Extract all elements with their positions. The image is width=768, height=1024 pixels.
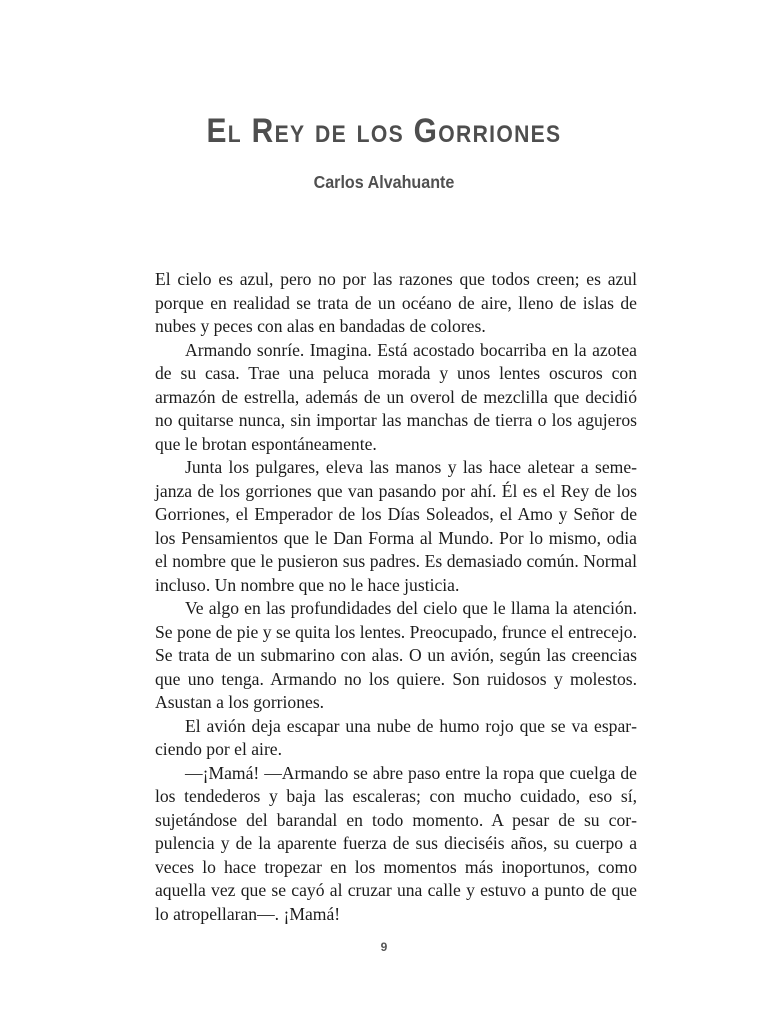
author-name: Carlos Alvahuante — [313, 172, 455, 192]
paragraph: Armando sonríe. Imagina. Está acostado bocarriba en la azotea de su casa. Trae una peluca morada y unos lentes oscuros con armazón de estrella, además de un overol de mezclilla que decidió no quitarse nunca, sin importar las manchas de tierra o los agujeros que le brotan espontáneamente. — [155, 339, 637, 454]
body-text — [155, 268, 637, 926]
chapter-title: El Rey de los Gorriones — [206, 112, 562, 150]
page-number: 9 — [380, 940, 388, 954]
paragraph: Ve algo en las profundidades del cielo que le llama la atención. Se pone de pie y se quita los lentes. Preocupado, frunce el entrecejo. Se trata de un submarino con alas. O un avión, según las creencias que uno tenga. Armando no los quiere. Son ruidosos y molestos. Asustan a los gorriones. — [155, 598, 637, 712]
paragraph: —¡Mamá! —Armando se abre paso entre la ropa que cuelga de los tendederos y baja las escaleras; con mucho cuidado, eso sí, sujetándose del barandal en todo momento. A pesar de su corpulencia y de la aparente fuerza de sus dieciséis años, su cuerpo a veces lo hace tropezar en los momentos más inoportunos, como aquella vez que se cayó al cruzar una calle y estuvo a punto de que lo atropellaran—. ¡Mamá! — [155, 762, 637, 924]
paragraph: Junta los pulgares, eleva las manos y las hace aletear a semejanza de los gorriones que van pasando por ahí. Él es el Rey de los Gorriones, el Emperador de los Días Soleados, el Amo y Señor de los Pensamientos que le Dan Forma al Mundo. Por lo mismo, odia el nombre que le pusieron sus padres. Es demasiado común. Normal incluso. Un nombre que no le hace justicia. — [155, 457, 637, 595]
paragraph: El cielo es azul, pero no por las razones que todos creen; es azul porque en realidad se trata de un océano de aire, lleno de islas de nubes y peces con alas en bandadas de colores. — [155, 269, 637, 336]
paragraph: El avión deja escapar una nube de humo rojo que se va esparciendo por el aire. — [155, 715, 637, 759]
